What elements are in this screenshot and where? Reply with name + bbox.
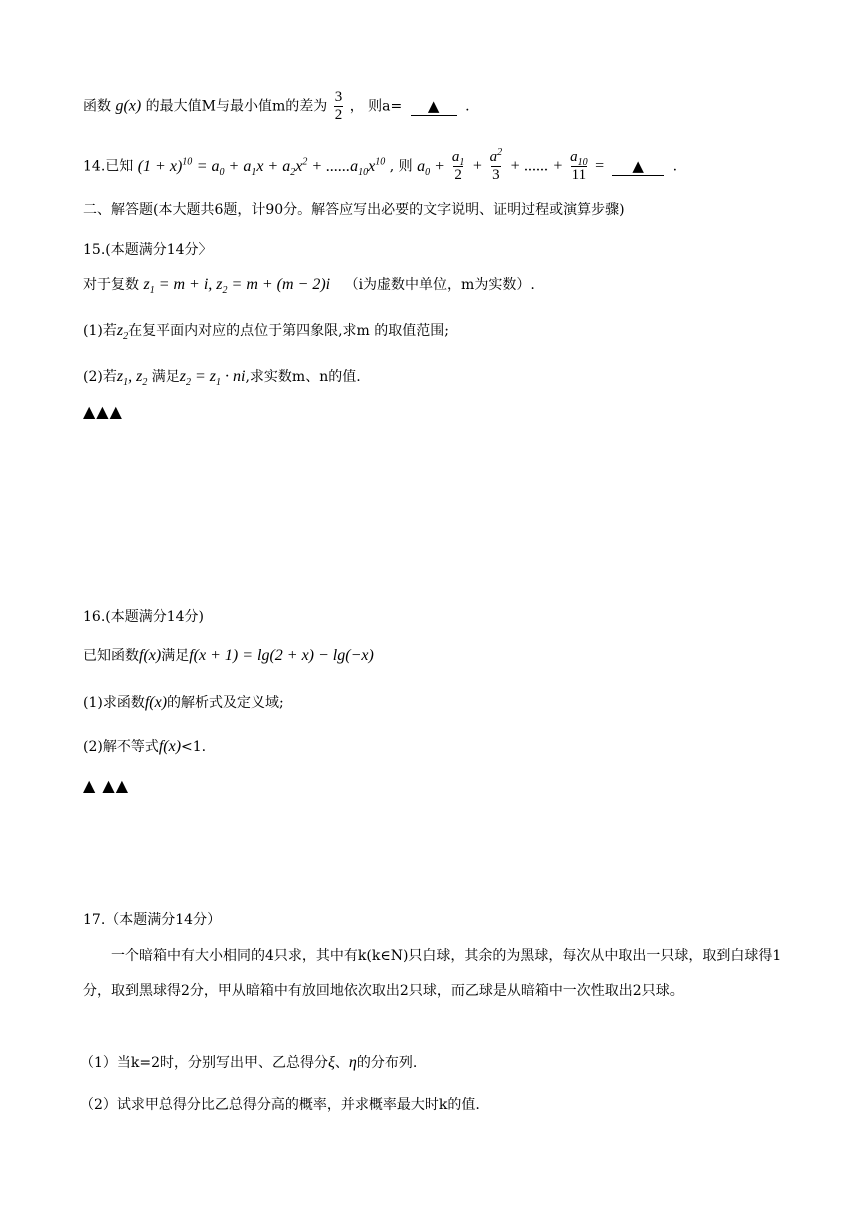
q13-end: . [465, 98, 470, 115]
q16-header: 16.(本题满分14分) [83, 609, 205, 625]
q14-frac-3: $\frac{a_{10}}{11}$ [570, 149, 588, 183]
q13-answer-blank[interactable] [411, 96, 457, 116]
q13-fraction [334, 90, 344, 123]
q14-sum: $a_0$ + [417, 157, 449, 178]
q14-line [83, 147, 678, 183]
q13-prefix: 函数 [83, 98, 111, 115]
q14-answer-blank[interactable] [612, 156, 664, 176]
q13-middle: 的最大值M与最小值m的差为 [145, 98, 328, 115]
q14-plus-3: + ...... + [509, 157, 568, 175]
section-heading: 二、解答题(本大题共6题，计90分。解答应写出必要的文字说明、证明过程或演算步骤) [83, 202, 625, 218]
q15-part1: (1)若$z_2$在复平面内对应的点位于第四象限,求m 的取值范围; [83, 322, 449, 343]
q17-body: 一个暗箱中有大小相同的4只求，其中有k(k∈N)只白球，其余的为黑球，每次从中取出一只球，取到白球得1分，取到黑球得2分，甲从暗箱中有放回地依次取出2只球，而乙球是从暗箱中一次性取出2只球。 [83, 948, 782, 999]
q13-function: g(x) [115, 97, 142, 115]
q13-frac-den: 2 [334, 107, 343, 123]
q13-tail-line [83, 90, 470, 123]
q15-header: 15.(本题满分14分〉 [83, 242, 213, 258]
q17-part1: （1）当k=2时，分别写出甲、乙总得分ξ、η的分布列. [80, 1054, 418, 1071]
q15-intro: 对于复数 $z_1 = m + i$, $z_2 = m + (m - 2)i$ （i为虚数中单位，m为实数）. [83, 276, 535, 297]
q15-part2: (2)若$z_1$, $z_2$ 满足$z_2 = z_1$ · ni,求实数m、n的值. [83, 368, 361, 389]
triangle-icon: ▲ [427, 96, 440, 115]
q13-then: ， 则a= [349, 98, 403, 115]
q13-frac-num: 3 [334, 89, 343, 105]
q14-eq: = [595, 157, 609, 175]
triangle-icon: ▲ [632, 156, 644, 175]
q16-part1: (1)求函数f(x)的解析式及定义域; [83, 694, 284, 711]
q14-then: , 则 [389, 158, 413, 175]
q14-frac-2: $\frac{a^2}{3}$ [489, 147, 503, 183]
q15-answer-marks: ▲▲▲ [83, 402, 123, 421]
q14-lhs: $(1 + x)^{10}$ [137, 156, 193, 175]
q16-intro: 已知函数f(x)满足f(x + 1) = lg(2 + x) − lg(−x) [83, 647, 374, 664]
q14-expansion: = $a_0 + a_1x + a_2x^2 + ......a_{10}x^{10}$ [196, 156, 386, 178]
q14-frac-1: $\frac{a_1}{2}$ [451, 149, 465, 183]
q17-part2: （2）试求甲总得分比乙总得分高的概率，并求概率最大时k的值. [80, 1097, 480, 1113]
q14-plus-2: + [471, 157, 487, 175]
q16-part2: (2)解不等式f(x)<1. [83, 738, 207, 755]
q14-end: . [672, 158, 678, 175]
q16-answer-marks: ▲ ▲▲ [83, 776, 129, 795]
q17-header: 17.（本题满分14分） [83, 912, 222, 928]
q14-prefix: 14.已知 [83, 158, 134, 175]
